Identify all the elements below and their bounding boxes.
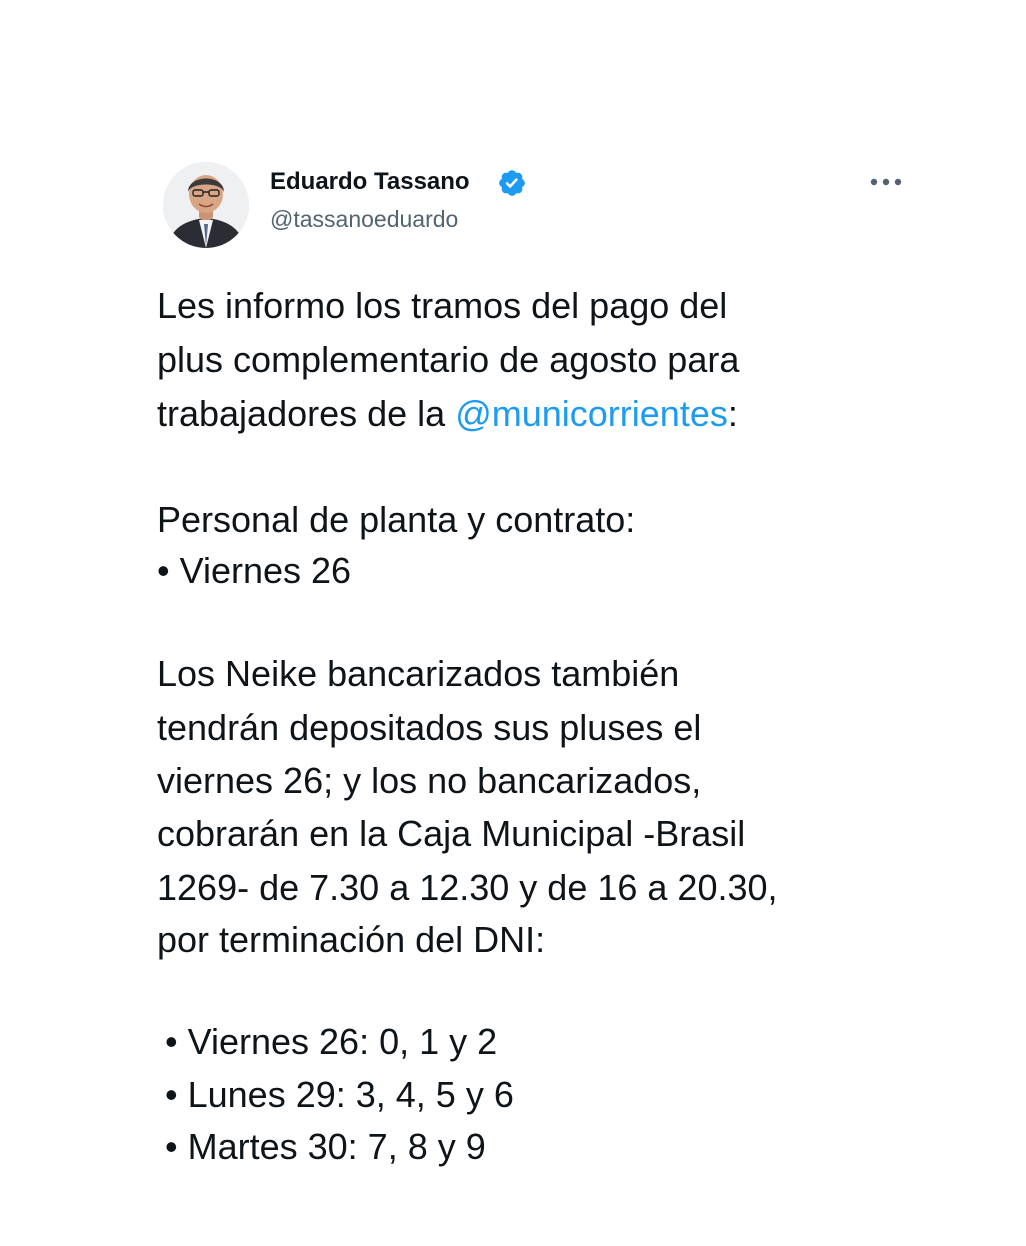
mention-link[interactable]: @municorrientes <box>455 393 728 434</box>
tweet-text-line: tendrán depositados sus pluses el <box>157 707 702 748</box>
author-name[interactable]: Eduardo Tassano <box>270 168 470 195</box>
tweet-text-line: plus complementario de agosto para <box>157 339 740 380</box>
tweet-text-line: Personal de planta y contrato: <box>157 499 636 540</box>
tweet-list-item: • Viernes 26 <box>157 550 352 591</box>
more-options-icon[interactable] <box>866 170 906 194</box>
tweet-text-line: viernes 26; y los no bancarizados, <box>157 760 702 801</box>
tweet-text-segment: : <box>727 393 738 434</box>
tweet-text-line <box>157 387 738 441</box>
tweet-text-line: cobrarán en la Caja Municipal -Brasil <box>157 813 746 854</box>
tweet-text-line: Los Neike bancarizados también <box>157 653 680 694</box>
verified-badge-icon <box>497 168 527 198</box>
tweet-text-line: por terminación del DNI: <box>157 919 546 960</box>
tweet-text-segment: trabajadores de la <box>157 393 456 434</box>
tweet-list-item: • Martes 30: 7, 8 y 9 <box>165 1126 486 1167</box>
author-handle[interactable]: @tassanoeduardo <box>270 206 459 232</box>
tweet-list-item: • Viernes 26: 0, 1 y 2 <box>165 1021 498 1062</box>
tweet-text-line: Les informo los tramos del pago del <box>157 285 728 326</box>
tweet-list-item: • Lunes 29: 3, 4, 5 y 6 <box>165 1074 514 1115</box>
author-avatar[interactable] <box>163 162 249 248</box>
tweet-text-line: 1269- de 7.30 a 12.30 y de 16 a 20.30, <box>157 867 778 908</box>
